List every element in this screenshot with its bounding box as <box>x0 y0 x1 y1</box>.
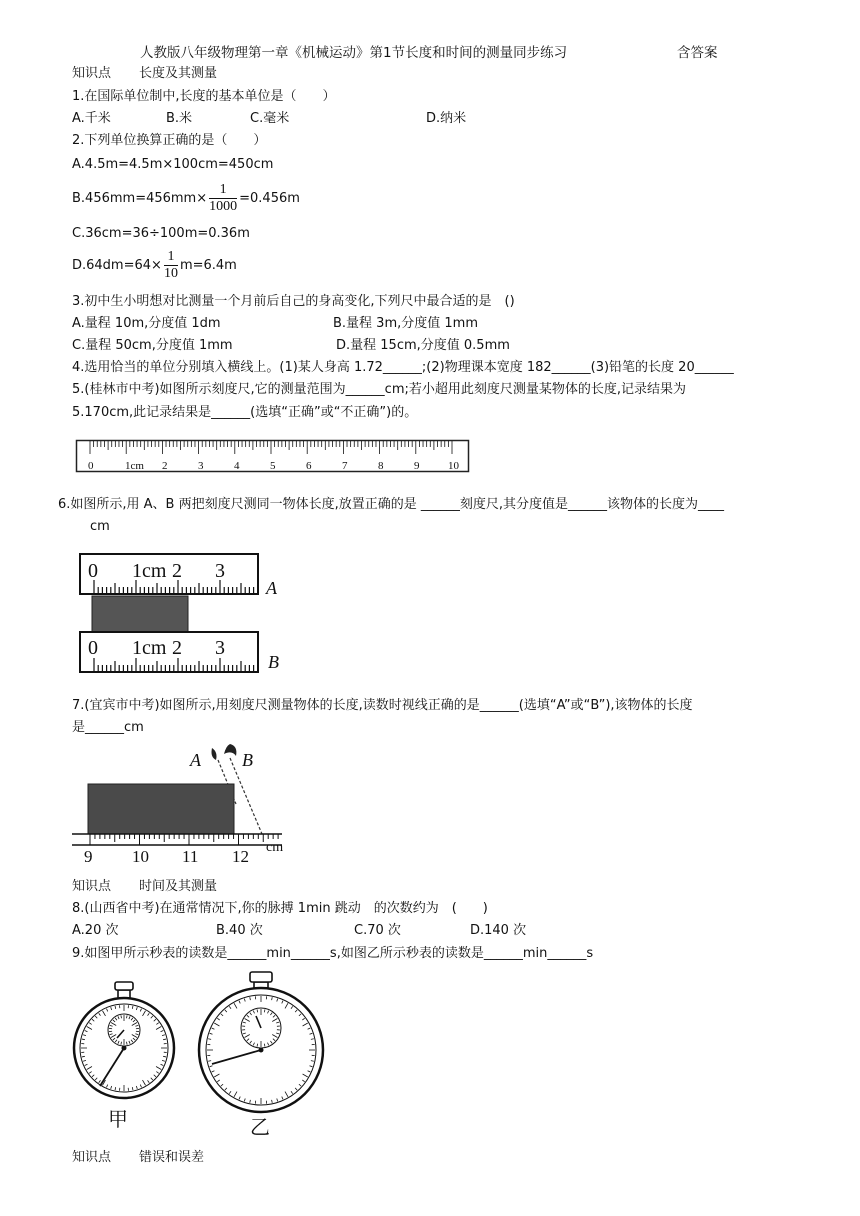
section-heading-length <box>72 65 217 83</box>
ruler-label-1: 1cm <box>125 460 144 472</box>
fraction-denominator: 1000 <box>209 199 238 214</box>
q2-option-d-suffix: m=6.4m <box>179 258 237 273</box>
section-label: 知识点 <box>72 1150 112 1165</box>
ruler-label-11: 11 <box>182 847 199 866</box>
hand-pivot <box>122 1046 127 1051</box>
q3-option-d: D.量程 15cm,分度值 0.5mm <box>336 338 510 353</box>
ruler-b-label-1: 1cm <box>132 637 167 659</box>
ruler-b-label-2: 2 <box>172 637 182 659</box>
ruler-label-4: 4 <box>234 460 240 472</box>
fraction-numerator: 1 <box>164 249 178 266</box>
q3-option-a: A.量程 10m,分度值 1dm <box>72 316 221 331</box>
fraction-denominator: 10 <box>163 266 178 281</box>
q1-option-d: D.纳米 <box>426 111 467 126</box>
stopwatch-label-jia: 甲 <box>108 1107 128 1131</box>
q2-option-d-fraction <box>164 249 178 282</box>
question-1-stem: 1.在国际单位制中,长度的基本单位是（ ） <box>72 89 336 104</box>
q7-measurement-figure <box>70 738 300 868</box>
q8-option-c: C.70 次 <box>354 923 401 938</box>
title-text: 人教版八年级物理第一章《机械运动》第1节长度和时间的测量同步练习 <box>140 45 568 61</box>
q8-option-a: A.20 次 <box>72 923 119 938</box>
q1-option-b: B.米 <box>166 111 193 126</box>
eye-label-a: A <box>190 750 201 770</box>
question-6-line-2: cm <box>90 519 110 534</box>
ruler-label-7: 7 <box>342 460 348 472</box>
document-title <box>140 44 718 62</box>
section-heading-time <box>72 878 217 896</box>
ruler-label-2: 2 <box>162 460 168 472</box>
ruler-label-3: 3 <box>198 460 204 472</box>
ruler-label-5: 5 <box>270 460 276 472</box>
ruler-b-tag: B <box>268 652 279 672</box>
question-5-line-2: 5.170cm,此记录结果是______(选填“正确”或“不正确”)的。 <box>72 405 418 420</box>
ruler-label-12: 12 <box>232 847 249 866</box>
ruler-label-9: 9 <box>414 460 420 472</box>
q2-option-a: A.4.5m=4.5m×100cm=450cm <box>72 157 274 172</box>
eye-b-icon <box>224 744 236 756</box>
ruler-a-label-0: 0 <box>88 560 98 582</box>
ruler-b-label-0: 0 <box>88 637 98 659</box>
question-8-stem: 8.(山西省中考)在通常情况下,你的脉搏 1min 跳动 的次数约为 ( ) <box>72 901 488 916</box>
ruler-label-10: 10 <box>448 460 459 472</box>
section-name: 时间及其测量 <box>139 879 218 894</box>
eye-a-icon <box>212 748 217 760</box>
q6-ruler-figure <box>78 552 298 677</box>
stopwatch-label-yi: 乙 <box>250 1115 270 1139</box>
question-5-line-1: 5.(桂林市中考)如图所示刻度尺,它的测量范围为______cm;若小超用此刻度尺测量某物体的长度,记录结果为 <box>72 382 687 397</box>
ruler-unit: cm <box>266 840 284 855</box>
q5-ruler-figure <box>76 440 471 474</box>
ruler-label-6: 6 <box>306 460 312 472</box>
measured-object <box>88 784 234 834</box>
section-label: 知识点 <box>72 66 112 81</box>
eye-label-b: B <box>242 750 253 770</box>
q2-option-d <box>72 247 237 285</box>
q2-option-c: C.36cm=36÷100m=0.36m <box>72 226 250 241</box>
q2-option-d-prefix: D.64dm=64× <box>72 258 162 273</box>
q3-option-b: B.量程 3m,分度值 1mm <box>333 316 478 331</box>
question-7-line-1: 7.(宜宾市中考)如图所示,用刻度尺测量物体的长度,读数时视线正确的是______(选填“A”或“B”),该物体的长度 <box>72 698 693 713</box>
section-heading-error <box>72 1149 204 1167</box>
section-name: 错误和误差 <box>139 1150 205 1165</box>
ruler-label-10: 10 <box>132 847 149 866</box>
q8-option-d: D.140 次 <box>470 923 527 938</box>
ruler-label-8: 8 <box>378 460 384 472</box>
section-label: 知识点 <box>72 879 112 894</box>
q2-option-b <box>72 180 300 218</box>
question-4-stem: 4.选用恰当的单位分别填入横线上。(1)某人身高 1.72______;(2)物理课本宽度 182______(3)铅笔的长度 20______ <box>72 360 734 375</box>
crown-cap <box>250 972 272 982</box>
q1-option-c: C.毫米 <box>250 111 290 126</box>
ruler-a-tag: A <box>266 578 277 598</box>
question-9-stem: 9.如图甲所示秒表的读数是______min______s,如图乙所示秒表的读数是______min______s <box>72 946 594 961</box>
question-3-stem: 3.初中生小明想对比测量一个月前后自己的身高变化,下列尺中最合适的是 () <box>72 294 515 309</box>
question-6-line-1: 6.如图所示,用 A、B 两把刻度尺测同一物体长度,放置正确的是 ______刻度尺,其分度值是______该物体的长度为____ <box>58 497 725 512</box>
measured-object <box>92 596 188 632</box>
q8-option-b: B.40 次 <box>216 923 263 938</box>
q9-stopwatch-figure <box>70 968 340 1140</box>
q2-option-b-suffix: =0.456m <box>239 191 300 206</box>
ruler-ticks <box>90 834 278 845</box>
ruler-label-0: 0 <box>88 460 94 472</box>
title-suffix: 含答案 <box>677 45 718 61</box>
q2-option-b-fraction <box>209 182 237 215</box>
fraction-numerator: 1 <box>209 182 237 199</box>
question-7-line-2: 是______cm <box>72 720 144 735</box>
q2-option-b-prefix: B.456mm=456mm× <box>72 191 208 206</box>
ruler-a-label-2: 2 <box>172 560 182 582</box>
ruler-b-label-3: 3 <box>215 637 225 659</box>
ruler-a-label-1: 1cm <box>132 560 167 582</box>
ruler-label-9: 9 <box>84 847 93 866</box>
crown-cap <box>115 982 133 990</box>
q1-option-a: A.千米 <box>72 111 111 126</box>
question-2-stem: 2.下列单位换算正确的是（ ） <box>72 133 267 148</box>
section-name: 长度及其测量 <box>139 66 218 81</box>
hand-pivot <box>259 1048 264 1053</box>
q3-option-c: C.量程 50cm,分度值 1mm <box>72 338 233 353</box>
ruler-a-label-3: 3 <box>215 560 225 582</box>
stopwatch-jia <box>74 982 174 1098</box>
stopwatch-yi <box>199 972 323 1112</box>
